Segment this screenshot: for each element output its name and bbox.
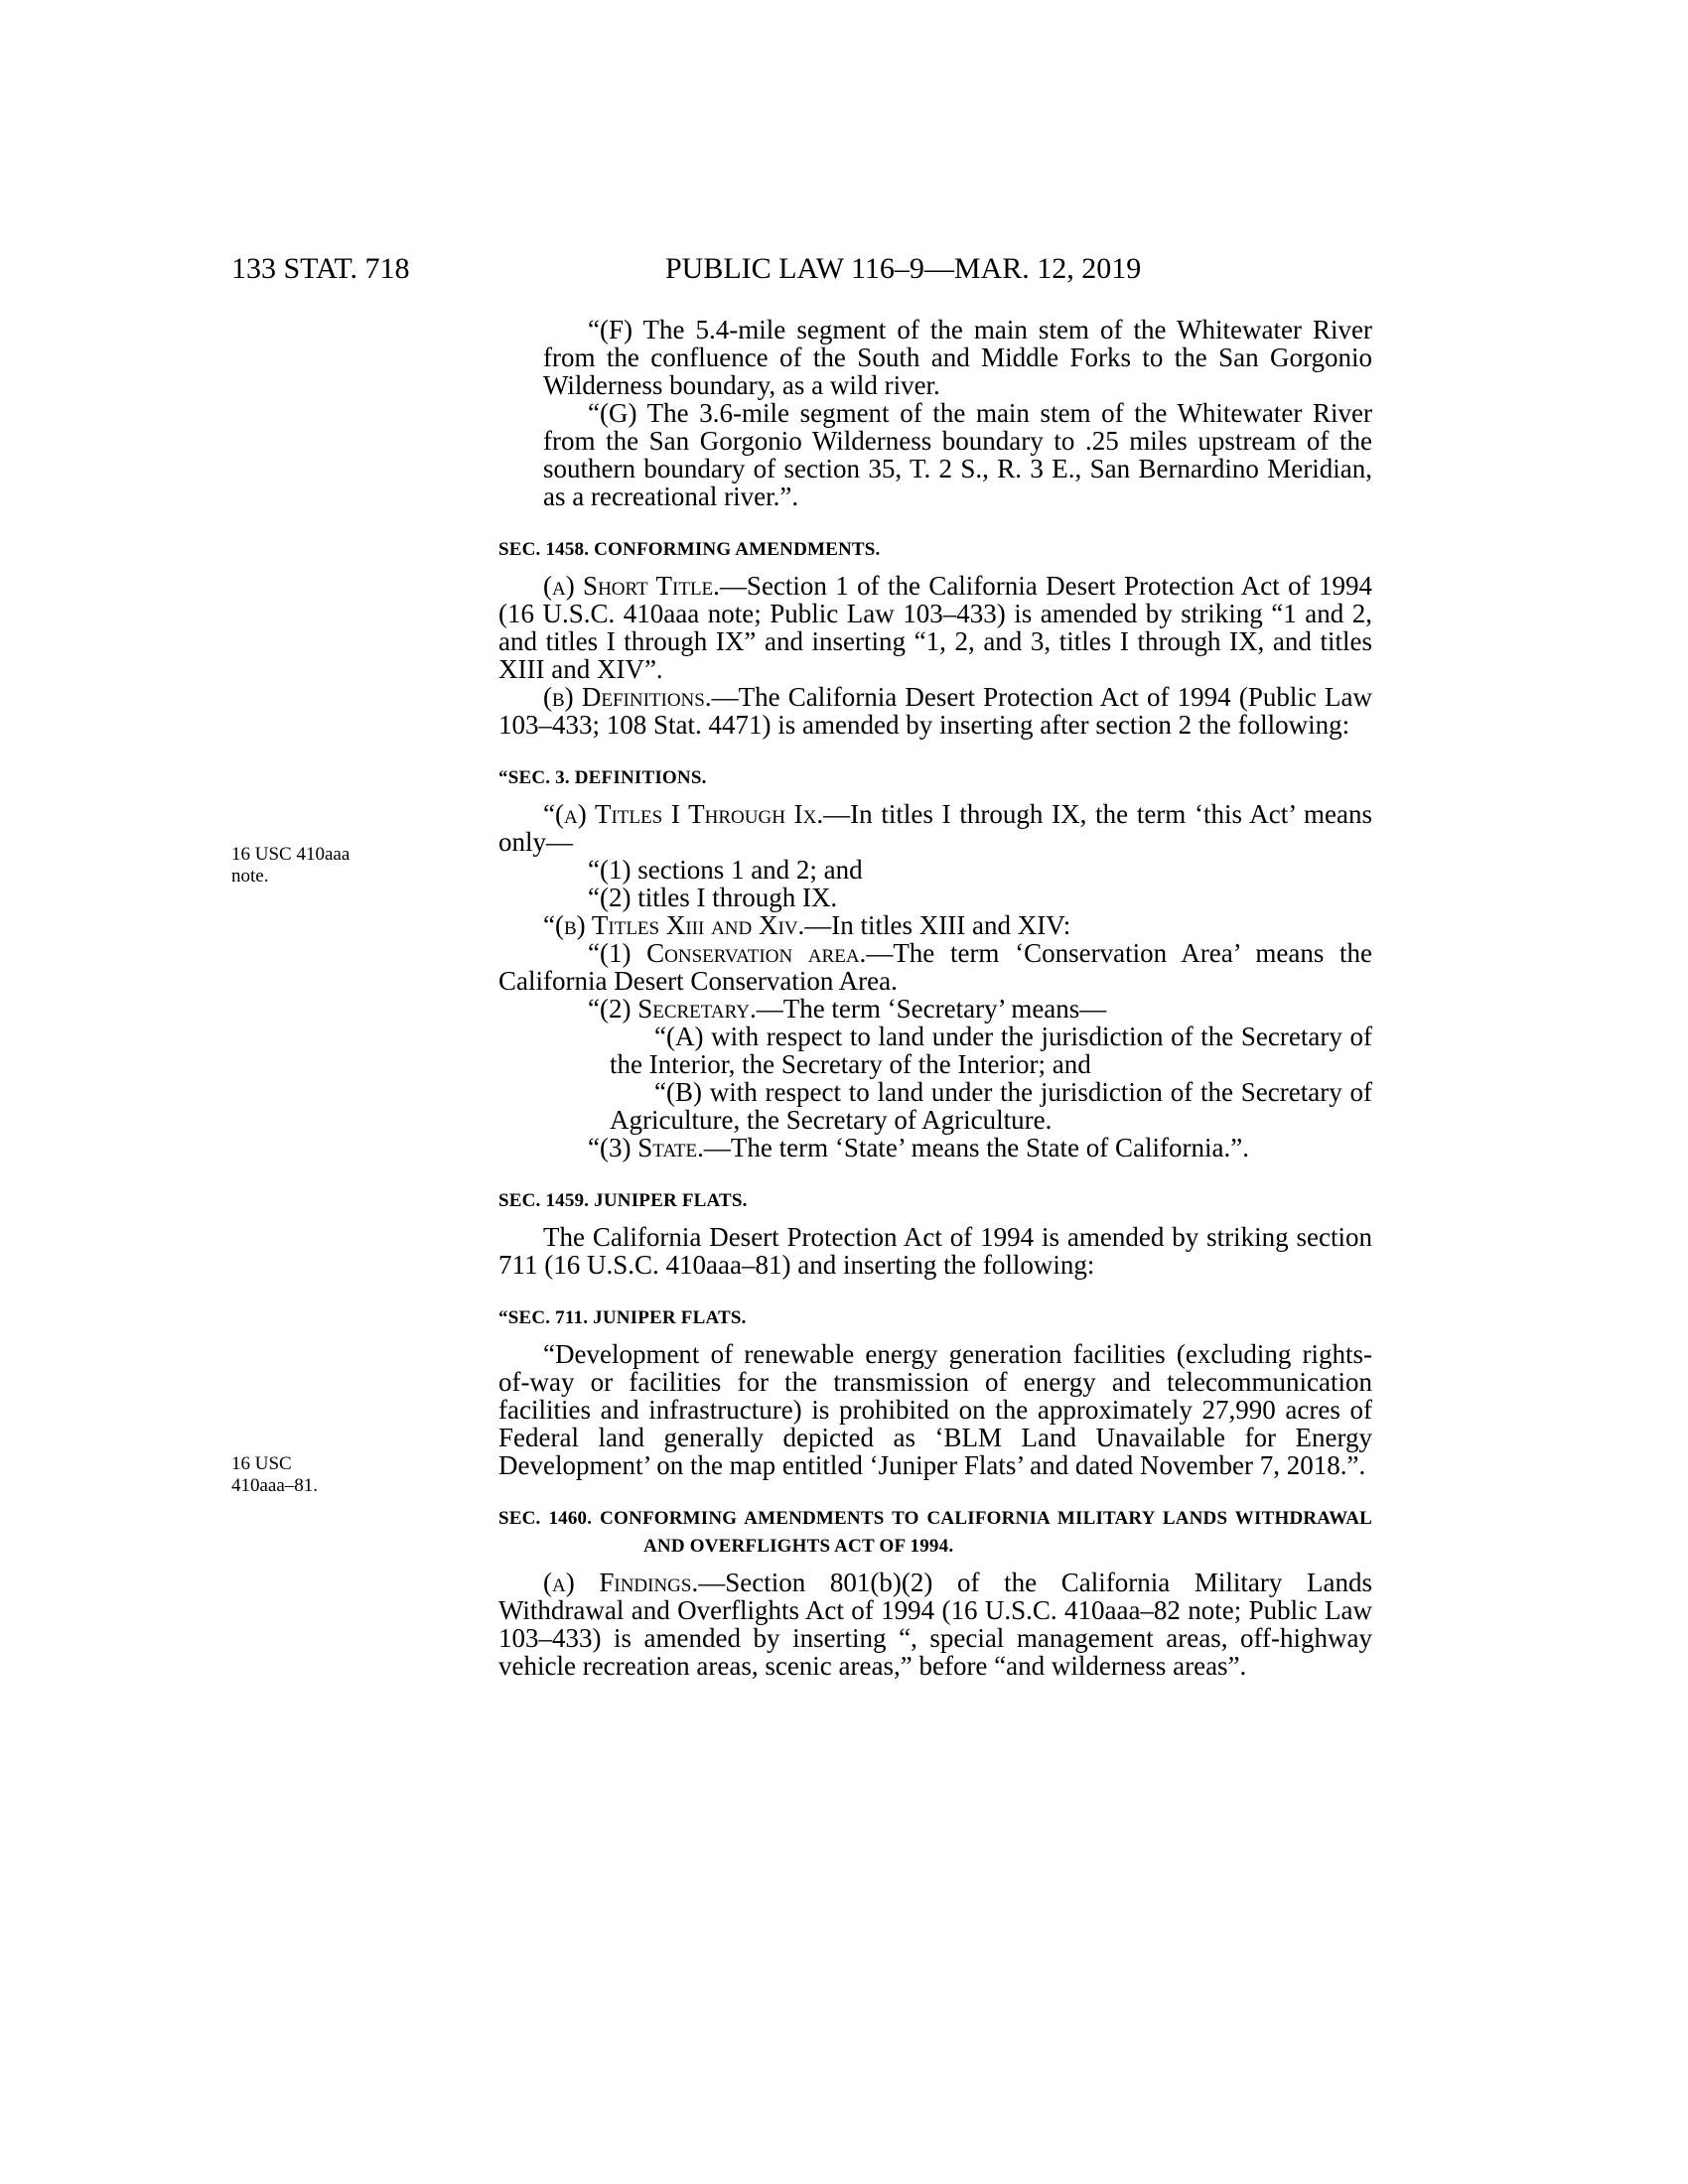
- body-column: [498, 316, 1372, 1680]
- margin-note-usc-410aaa: [231, 844, 450, 887]
- subsection-text: —Section 1 of the California Desert Protection Act of 1994 (16 U.S.C. 410aaa note; Public Law 103–433) is amended by striking “1 and 2, and titles I through IX” and inserting “1, 2, and 3, titles I through IX, and titles XIII and XIV”.: [498, 571, 1373, 684]
- paragraph-label: “(1) Conservation area.: [588, 938, 867, 968]
- section-3-b-2: [498, 995, 1372, 1023]
- section-1458-heading: SEC. 1458. CONFORMING AMENDMENTS.: [498, 539, 881, 560]
- subsection-label: “(b) Titles Xiii and Xiv.: [543, 910, 805, 940]
- subsection-text: —The California Desert Protection Act of 1994 (Public Law 103–433; 108 Stat. 4471) is amended by inserting after section 2 the following:: [498, 682, 1372, 740]
- section-1459-heading: SEC. 1459. JUNIPER FLATS.: [498, 1190, 748, 1211]
- section-1459-text: The California Desert Protection Act of 1994 is amended by striking section 711 (16 U.S.C. 410aaa–81) and inserting the following:: [498, 1222, 1372, 1280]
- section-711-heading: “SEC. 711. JUNIPER FLATS.: [498, 1307, 747, 1328]
- running-head: [0, 249, 1688, 289]
- margin-note-usc-410aaa-81: [231, 1453, 450, 1497]
- subsection-label: (b) Definitions.: [543, 682, 712, 712]
- paragraph-label: “(3) State.: [588, 1133, 704, 1162]
- paragraph-text: —The term ‘Secretary’ means—: [756, 994, 1107, 1024]
- paragraph-text: —The term ‘State’ means the State of California.”.: [703, 1133, 1249, 1162]
- section-3-heading: “SEC. 3. DEFINITIONS.: [498, 767, 707, 788]
- section-3-b: [498, 911, 1372, 939]
- subsection-label: (a) Findings.: [543, 1568, 699, 1597]
- section-1460-heading: SEC. 1460. CONFORMING AMENDMENTS TO CALIFORNIA MILITARY LANDS WITHDRAWAL AND OVERFLIGHTS ACT OF 1994.: [498, 1508, 1372, 1557]
- section-1458-a: [498, 572, 1372, 683]
- statute-citation: 133 STAT. 718: [231, 252, 410, 285]
- margin-note-line: note.: [231, 866, 269, 887]
- paragraph-text: —The term ‘Conservation Area’ means the California Desert Conservation Area.: [498, 938, 1372, 996]
- subsection-text: —In titles XIII and XIV:: [804, 910, 1071, 940]
- paragraph-f: “(F) The 5.4-mile segment of the main stem of the Whitewater River from the confluence of the South and Middle Forks to the San Gorgonio Wilderness boundary, as a wild river.: [543, 315, 1372, 400]
- section-3-b-2-A: “(A) with respect to land under the jurisdiction of the Secretary of the Interior, the Secretary of the Interior; and: [610, 1022, 1372, 1079]
- margin-note-line: 16 USC: [231, 1453, 292, 1474]
- section-3-b-3: [498, 1134, 1372, 1161]
- public-law-citation: PUBLIC LAW 116–9—MAR. 12, 2019: [665, 252, 1142, 285]
- subsection-text: —Section 801(b)(2) of the California Military Lands Withdrawal and Overflights Act of 1994 (16 U.S.C. 410aaa–82 note; Public Law 103–433) is amended by inserting “, special management areas, off-highway vehicle recreation areas, scenic areas,” before “and wilderness areas”.: [498, 1568, 1372, 1681]
- section-1458-b: [498, 683, 1372, 739]
- subsection-label: “(a) Titles I Through Ix.: [543, 799, 824, 829]
- section-3-a-1: “(1) sections 1 and 2; and: [588, 855, 863, 885]
- paragraph-label: “(2) Secretary.: [588, 994, 757, 1024]
- section-3-a: [498, 800, 1372, 856]
- section-1460-a: [498, 1569, 1372, 1680]
- section-3-b-1: [498, 939, 1372, 995]
- subsection-label: (a) Short Title.: [543, 571, 720, 601]
- section-3-b-2-B: “(B) with respect to land under the jurisdiction of the Secretary of Agriculture, the Secretary of Agriculture.: [610, 1077, 1372, 1135]
- margin-note-line: 410aaa–81.: [231, 1475, 319, 1496]
- margin-note-line: 16 USC 410aaa: [231, 844, 351, 865]
- paragraph-g: “(G) The 3.6-mile segment of the main stem of the Whitewater River from the San Gorgonio Wilderness boundary to .25 miles upstream of the southern boundary of section 35, T. 2 S., R. 3 E., San Bernardino Meridian, as a recreational river.”.: [543, 398, 1372, 511]
- subsection-text: —In titles I through IX, the term ‘this Act’ means only—: [498, 799, 1372, 857]
- section-3-a-2: “(2) titles I through IX.: [588, 883, 838, 912]
- section-711-text: “Development of renewable energy generation facilities (excluding rights-of-way or facilities for the transmission of energy and telecommunication facilities and infrastructure) is prohibited on the approximately 27,990 acres of Federal land generally depicted as ‘BLM Land Unavailable for Energy Development’ on the map entitled ‘Juniper Flats’ and dated November 7, 2018.”.: [498, 1339, 1372, 1480]
